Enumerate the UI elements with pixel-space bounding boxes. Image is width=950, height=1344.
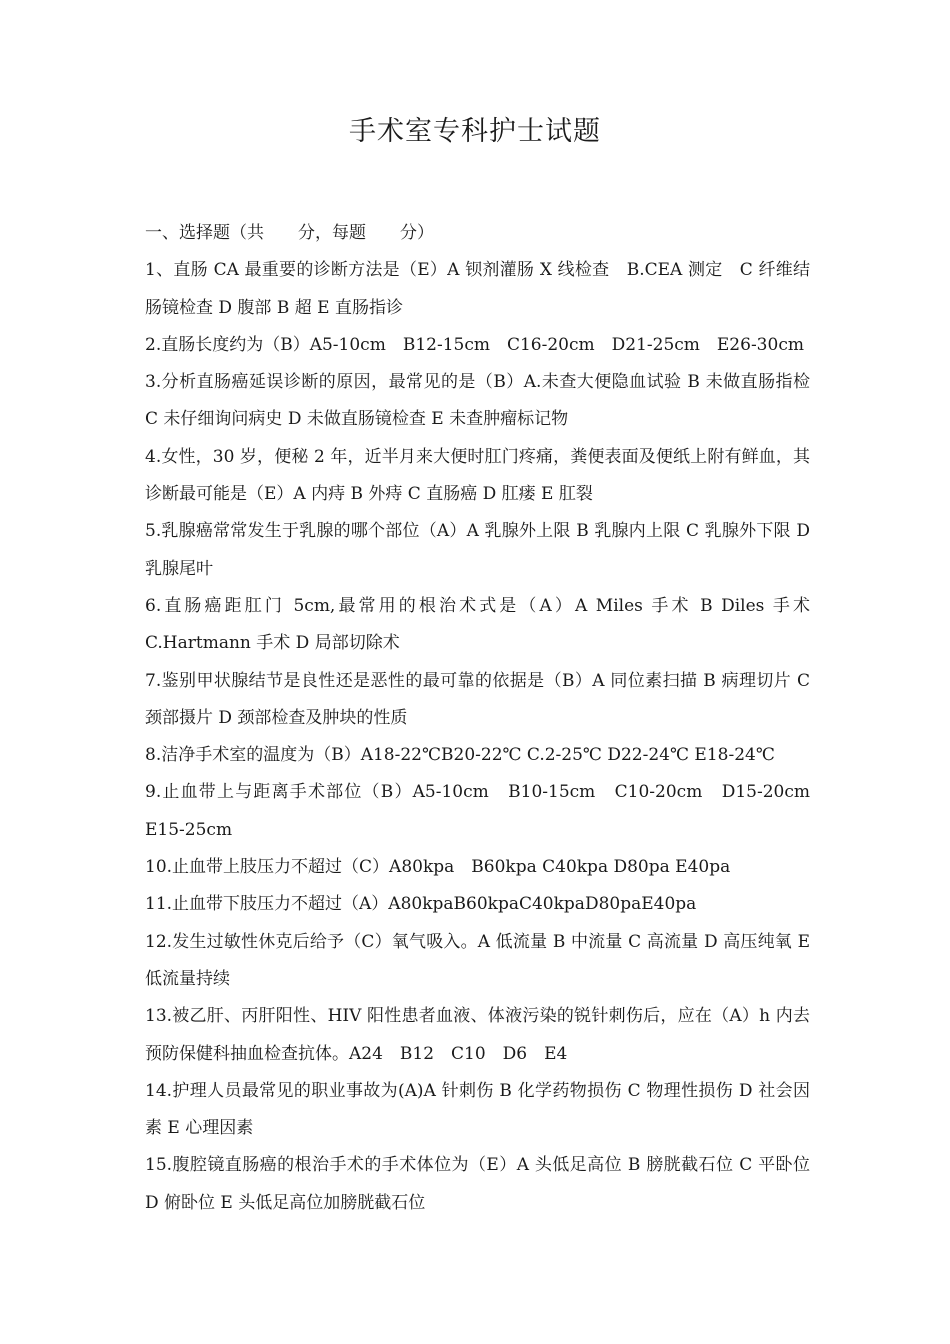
question-7: 7.鉴别甲状腺结节是良性还是恶性的最可靠的依据是（B）A 同位素扫描 B 病理切片 C 颈部摄片 D 颈部检查及肿块的性质 <box>145 670 810 728</box>
document-title: 手术室专科护士试题 <box>349 116 601 147</box>
question-12: 12.发生过敏性休克后给予（C）氧气吸入。A 低流量 B 中流量 C 高流量 D 高压纯氧 E 低流量持续 <box>145 931 810 989</box>
question-10: 10.止血带上肢压力不超过（C）A80kpa B60kpa C40kpa D80pa E40pa <box>145 857 731 878</box>
question-15: 15.腹腔镜直肠癌的根治手术的手术体位为（E）A 头低足高位 B 膀胱截石位 C 平卧位 D 俯卧位 E 头低足高位加膀胱截石位 <box>145 1155 810 1213</box>
question-11: 11.止血带下肢压力不超过（A）A80kpaB60kpaC40kpaD80paE40pa <box>145 894 697 915</box>
question-8: 8.洁净手术室的温度为（B）A18-22℃B20-22℃ C.2-25℃ D22-24℃ E18-24℃ <box>145 745 775 766</box>
question-5: 5.乳腺癌常常发生于乳腺的哪个部位（A）A 乳腺外上限 B 乳腺内上限 C 乳腺外下限 D 乳腺尾叶 <box>145 521 810 579</box>
question-3: 3.分析直肠癌延误诊断的原因，最常见的是（B）A.未查大便隐血试验 B 未做直肠指检 C 未仔细询问病史 D 未做直肠镜检查 E 未查肿瘤标记物 <box>145 372 810 430</box>
question-6: 6.直肠癌距肛门 5cm,最常用的根治术式是（A）A Miles 手术 B Diles 手术 C.Hartmann 手术 D 局部切除术 <box>145 595 810 654</box>
question-2: 2.直肠长度约为（B）A5-10cm B12-15cm C16-20cm D21-25cm E26-30cm <box>145 334 804 355</box>
section-heading: 一、选择题（共 分，每题 分） <box>145 223 434 243</box>
question-9: 9.止血带上与距离手术部位（B）A5-10cm B10-15cm C10-20cm D15-20cm E15-25cm <box>145 782 827 840</box>
document-content <box>145 215 827 1222</box>
question-13: 13.被乙肝、丙肝阳性、HIV 阳性患者血液、体液污染的锐针刺伤后，应在（A）h 内去预防保健科抽血检查抗体。A24 B12 C10 D6 E4 <box>145 1006 810 1064</box>
question-4: 4.女性，30 岁，便秘 2 年，近半月来大便时肛门疼痛，粪便表面及便纸上附有鲜血，其诊断最可能是（E）A 内痔 B 外痔 C 直肠癌 D 肛瘘 E 肛裂 <box>145 446 810 505</box>
question-14: 14.护理人员最常见的职业事故为(A)A 针刺伤 B 化学药物损伤 C 物理性损伤 D 社会因素 E 心理因素 <box>145 1080 810 1139</box>
question-1: 1、直肠 CA 最重要的诊断方法是（E）A 钡剂灌肠 X 线检查 B.CEA 测定 C 纤维结肠镜检查 D 腹部 B 超 E 直肠指诊 <box>145 260 810 318</box>
